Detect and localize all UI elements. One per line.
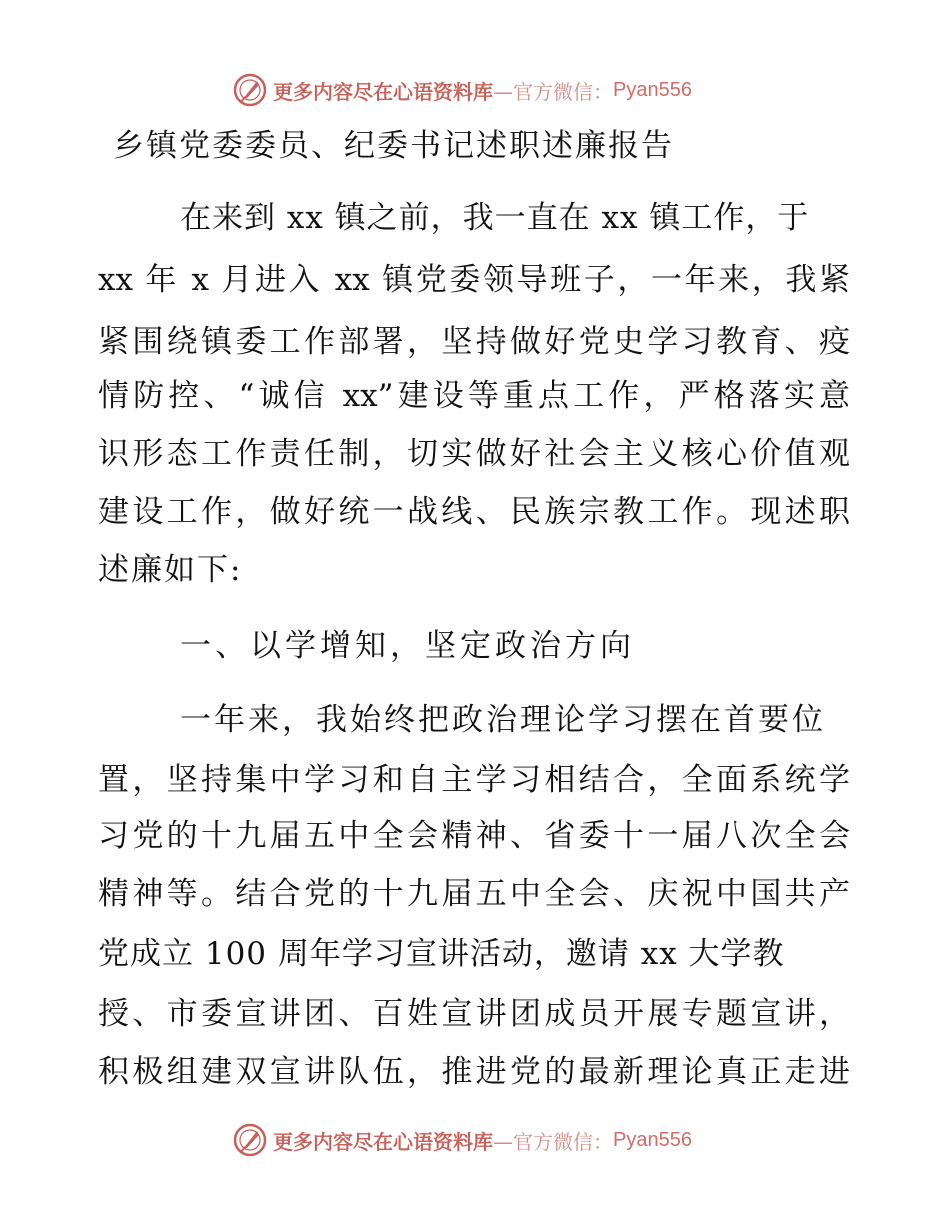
paragraph-line: 识形态工作责任制，切实做好社会主义核心价值观	[98, 436, 850, 472]
wechat-account: Pyan556	[613, 78, 692, 101]
paragraph-line: 一年来，我始终把政治理论学习摆在首要位	[180, 702, 826, 738]
feather-pen-logo-icon	[233, 1123, 267, 1157]
wechat-account: Pyan556	[613, 1128, 692, 1151]
footer-watermark-banner	[233, 1121, 692, 1159]
brand-text: 更多内容尽在心语资料库	[273, 79, 493, 104]
brand-text: 更多内容尽在心语资料库	[273, 1129, 493, 1154]
paragraph-line: 置，坚持集中学习和自主学习相结合，全面系统学	[98, 762, 850, 798]
paragraph-line: xx 年 x 月进入 xx 镇党委领导班子，一年来，我紧	[98, 262, 850, 298]
paragraph-line: 紧围绕镇委工作部署，坚持做好党史学习教育、疫	[98, 324, 850, 360]
paragraph-line: 在来到 xx 镇之前，我一直在 xx 镇工作，于	[180, 200, 810, 236]
paragraph-line: 情防控、“诚信 xx”建设等重点工作，严格落实意	[98, 378, 850, 414]
feather-pen-logo-icon	[233, 73, 267, 107]
section-heading: 一、以学增知，坚定政治方向	[180, 628, 635, 664]
wechat-label: —官方微信：	[493, 79, 613, 104]
paragraph-line: 积极组建双宣讲队伍，推进党的最新理论真正走进	[98, 1054, 850, 1090]
header-watermark-banner	[233, 71, 692, 109]
paragraph-line: 精神等。结合党的十九届五中全会、庆祝中国共产	[98, 876, 850, 912]
wechat-label: —官方微信：	[493, 1129, 613, 1154]
paragraph-line: 建设工作，做好统一战线、民族宗教工作。现述职	[98, 494, 850, 530]
paragraph-line: 习党的十九届五中全会精神、省委十一届八次全会	[98, 818, 850, 854]
document-title: 乡镇党委委员、纪委书记述职述廉报告	[113, 128, 674, 164]
paragraph-line: 党成立 100 周年学习宣讲活动，邀请 xx 大学教	[98, 936, 785, 972]
paragraph-line: 述廉如下:	[98, 552, 243, 588]
paragraph-line: 授、市委宣讲团、百姓宣讲团成员开展专题宣讲，	[98, 996, 850, 1032]
